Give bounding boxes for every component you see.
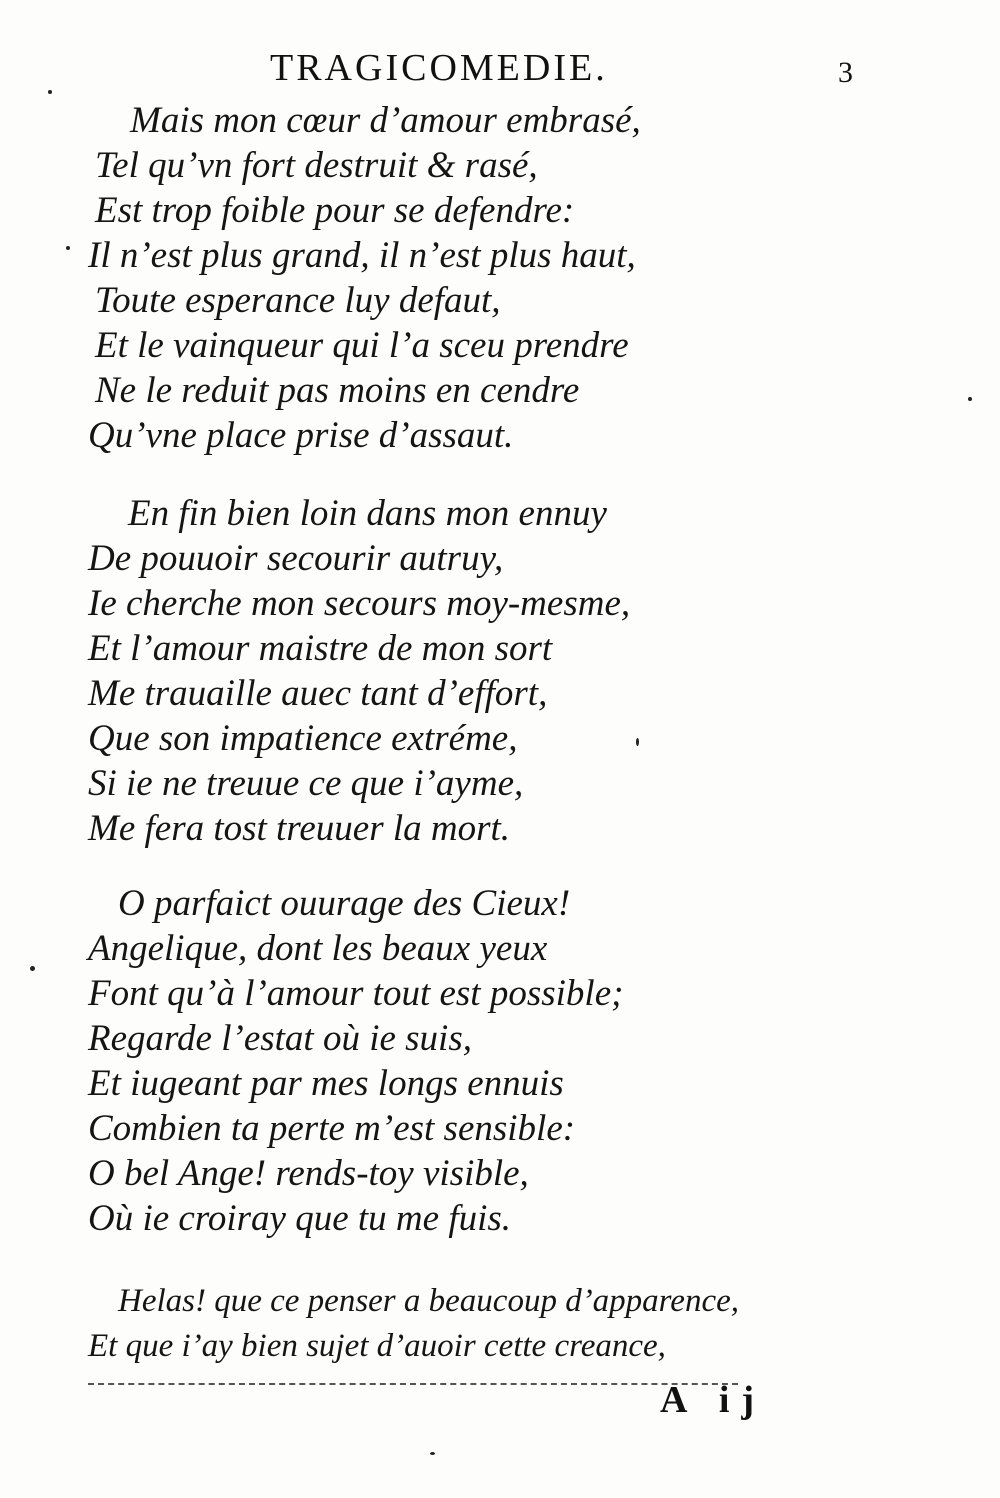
verse-line: Regarde l’estat où ie suis, <box>88 1018 472 1059</box>
verse-line: Est trop foible pour se defendre: <box>95 190 575 231</box>
ink-speck <box>430 1452 435 1455</box>
verse-line: Combien ta perte m’est sensible: <box>88 1108 576 1149</box>
verse-line: Helas! que ce penser a beaucoup d’apparence, <box>118 1283 739 1319</box>
verse-line: Tel qu’vn fort destruit & rasé, <box>95 145 538 186</box>
verse-line: Que son impatience extréme, <box>88 718 518 759</box>
ink-speck <box>636 738 639 746</box>
verse-line: Où ie croiray que tu me fuis. <box>88 1198 512 1239</box>
verse-line: Qu’vne place prise d’assaut. <box>88 415 514 456</box>
verse-line: O bel Ange! rends-toy visible, <box>88 1153 529 1194</box>
verse-line: Il n’est plus grand, il n’est plus haut, <box>88 235 636 276</box>
running-title: TRAGICOMEDIE. <box>270 47 608 89</box>
ink-speck <box>30 966 35 971</box>
ink-speck <box>48 90 52 94</box>
verse-line: Et que i’ay bien sujet d’auoir cette creance, <box>88 1328 666 1364</box>
verse-line: Font qu’à l’amour tout est possible; <box>88 973 624 1014</box>
ink-speck <box>66 246 70 250</box>
verse-line: Et iugeant par mes longs ennuis <box>88 1063 564 1104</box>
verse-line: Ne le reduit pas moins en cendre <box>95 370 580 411</box>
verse-line: Angelique, dont les beaux yeux <box>88 928 548 969</box>
verse-line: Me trauaille auec tant d’effort, <box>88 673 548 714</box>
verse-line: Ie cherche mon secours moy-mesme, <box>88 583 631 624</box>
verse-line: Me fera tost treuuer la mort. <box>88 808 511 849</box>
signature-mark: A ij <box>660 1379 767 1421</box>
verse-line: Et l’amour maistre de mon sort <box>88 628 553 669</box>
verse-line: Mais mon cœur d’amour embrasé, <box>130 100 641 141</box>
verse-line: En fin bien loin dans mon ennuy <box>128 493 607 534</box>
verse-line: De pouuoir secourir autruy, <box>88 538 504 579</box>
verse-line: O parfaict ouurage des Cieux! <box>118 883 571 924</box>
bleed-through-rule <box>88 1383 738 1385</box>
ink-speck <box>968 397 972 401</box>
verse-line: Toute esperance luy defaut, <box>95 280 501 321</box>
verse-line: Si ie ne treuue ce que i’ayme, <box>88 763 524 804</box>
verse-line: Et le vainqueur qui l’a sceu prendre <box>95 325 629 366</box>
page-number: 3 <box>838 56 853 89</box>
